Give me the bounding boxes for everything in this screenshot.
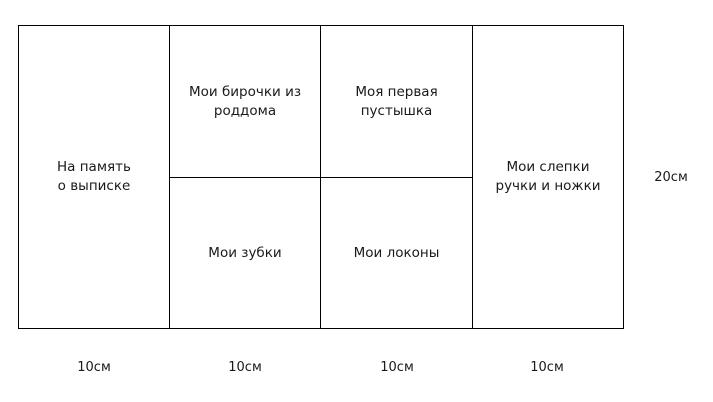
compartment-bottom-middle-left (170, 178, 320, 328)
compartment-top-middle-left (170, 26, 320, 177)
width-dimension-label-1: 10см (77, 360, 111, 375)
compartment-top-middle-right (321, 26, 472, 177)
height-dimension-label: 20см (654, 170, 688, 185)
compartment-right (473, 26, 623, 328)
width-dimension-label-3: 10см (380, 360, 414, 375)
compartment-bottom-middle-left-label: Мои зубки (208, 244, 282, 261)
compartment-bottom-middle-right-label: Мои локоны (353, 244, 440, 261)
compartment-left-label: На память о выписке (57, 159, 131, 194)
compartment-right-label: Мои слепки ручки и ножки (495, 159, 601, 194)
box-layout-frame (18, 25, 624, 329)
compartment-top-middle-right-label: Моя первая пустышка (355, 83, 438, 119)
width-dimension-label-4: 10см (530, 360, 564, 375)
compartment-bottom-middle-right (321, 178, 472, 328)
width-dimension-label-2: 10см (228, 360, 262, 375)
compartment-left (19, 26, 169, 328)
compartment-top-middle-left-label: Мои бирочки из роддома (188, 83, 302, 119)
